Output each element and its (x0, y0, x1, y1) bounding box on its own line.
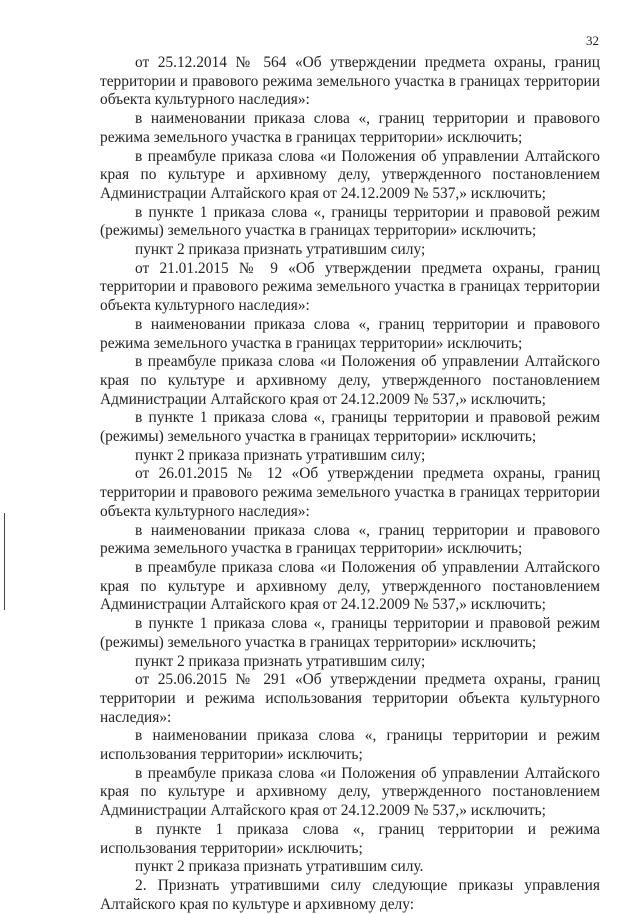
margin-mark (4, 513, 5, 610)
paragraph: в пункте 1 приказа слова «, границы территории и правовой режим (режимы) земельного участка в границах территории» исключить; (100, 203, 600, 240)
paragraph: от 25.06.2015 № 291 «Об утверждении предмета охраны, границ территории и режима использования территории объекта культурного наследия»: (100, 671, 600, 726)
paragraph: в преамбуле приказа слова «и Положения об управлении Алтайского края по культуре и архивному делу, утвержденного постановлением Администрации Алтайского края от 24.12.2009 № 537,» исключить; (100, 147, 600, 202)
paragraph: в пункте 1 приказа слова «, границы территории и правовой режим (режимы) земельного участка в границах территории» исключить; (100, 409, 600, 446)
paragraph: в наименовании приказа слова «, границ территории и правового режима земельного участка в границах территории» исключить; (100, 315, 600, 352)
paragraph: в преамбуле приказа слова «и Положения об управлении Алтайского края по культуре и архивному делу, утвержденного постановлением Администрации Алтайского края от 24.12.2009 № 537,» исключить; (100, 558, 600, 614)
paragraph: в преамбуле приказа слова «и Положения об управлении Алтайского края по культуре и архивному делу, утвержденного постановлением Администрации Алтайского края от 24.12.2009 № 537,» исключить; (100, 353, 600, 408)
paragraph: пункт 2 приказа признать утратившим силу. (135, 858, 424, 876)
page-number: 32 (586, 33, 599, 48)
paragraph: от 21.01.2015 № 9 «Об утверждении предмета охраны, границ территории и правового режима земельного участка в границах территории объекта культурного наследия»: (100, 259, 600, 315)
paragraph: от 26.01.2015 № 12 «Об утверждении предмета охраны, границ территории и правового режима земельного участка в границах территории объекта культурного наследия»: (100, 465, 600, 520)
paragraph: в преамбуле приказа слова «и Положения об управлении Алтайского края по культуре и архивному делу, утвержденного постановлением Администрации Алтайского края от 24.12.2009 № 537,» исключить; (100, 764, 600, 820)
paragraph: в пункте 1 приказа слова «, границы территории и правовой режим (режимы) земельного участка в границах территории» исключить; (100, 615, 600, 651)
document-body (100, 54, 600, 914)
paragraph: в наименовании приказа слова «, границы территории и режим использования территории» исключить; (100, 727, 600, 764)
paragraph: от 25.12.2014 № 564 «Об утверждении предмета охраны, границ территории и правового режима земельного участка в границах территории объекта культурного наследия»: (100, 54, 600, 109)
paragraph: пункт 2 приказа признать утратившим силу; (135, 241, 426, 259)
paragraph: в пункте 1 приказа слова «, границ территории и режима использования территории» исключить; (100, 820, 600, 857)
paragraph: в наименовании приказа слова «, границ территории и правового режима земельного участка в границах территории» исключить; (100, 521, 600, 558)
paragraph: в наименовании приказа слова «, границ территории и правового режима земельного участка в границах территории» исключить; (100, 110, 600, 146)
paragraph: 2. Признать утратившими силу следующие приказы управления Алтайского края по культуре и архивному делу: (100, 876, 600, 913)
paragraph: пункт 2 приказа признать утратившим силу; (135, 446, 426, 464)
paragraph: пункт 2 приказа признать утратившим силу; (135, 652, 426, 670)
